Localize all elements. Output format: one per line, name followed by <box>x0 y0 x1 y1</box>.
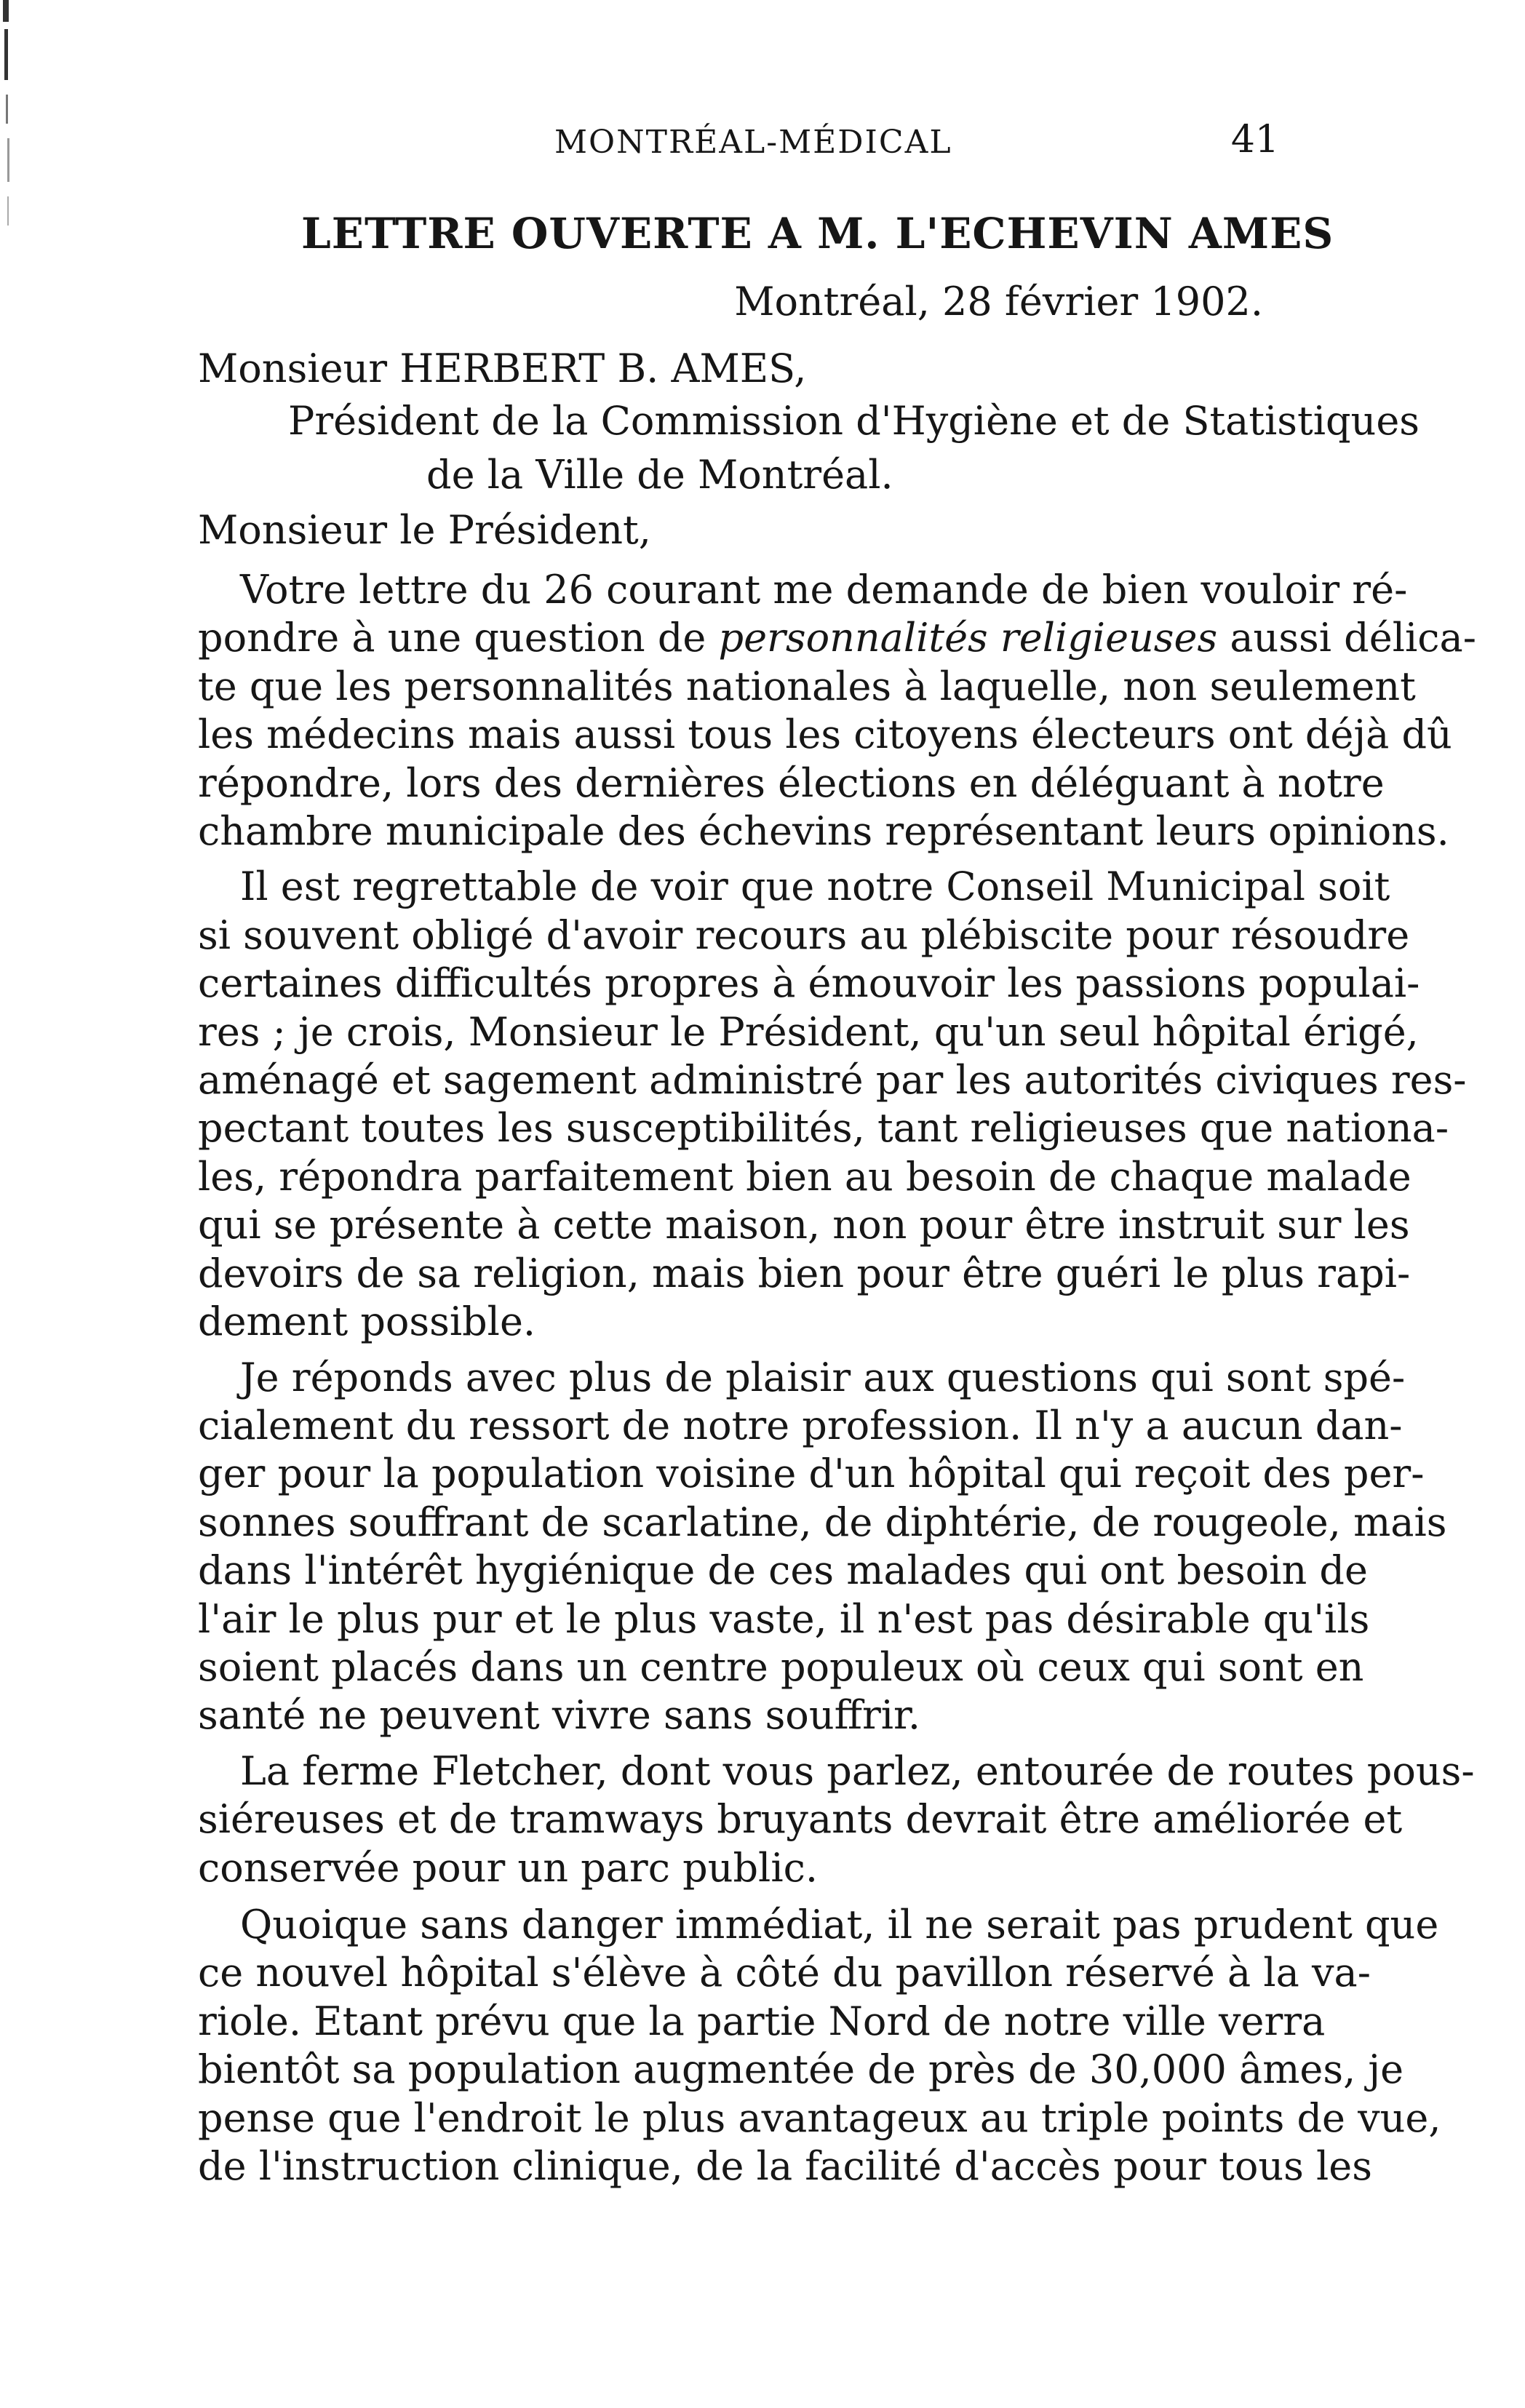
text-line: conservée pour un parc public. <box>198 1844 819 1891</box>
page-number: 41 <box>1230 118 1279 162</box>
text-line: aménagé et sagement administré par les autorités civiques res- <box>198 1057 1467 1104</box>
text-line: riole. Etant prévu que la partie Nord de notre ville verra <box>198 1998 1326 2044</box>
text-line: l'air le plus pur et le plus vaste, il n'est pas désirable qu'ils <box>198 1595 1370 1642</box>
text-line: les, répondra parfaitement bien au besoin de chaque malade <box>198 1153 1411 1200</box>
letter-addressee: Monsieur HERBERT B. AMES, <box>198 346 807 391</box>
text-line: pectant toutes les susceptibilités, tant religieuses que nationa- <box>198 1105 1449 1152</box>
text-line: pense que l'endroit le plus avantageux au triple points de vue, <box>198 2094 1441 2141</box>
text-line: répondre, lors des dernières élections en déléguant à notre <box>198 760 1385 806</box>
letter-body <box>198 566 1476 2190</box>
text-line: pondre à une question de personnalités religieuses aussi délica- <box>198 615 1476 661</box>
paragraph <box>198 1747 1475 1892</box>
text-line: Votre lettre du 26 courant me demande de bien vouloir ré- <box>240 567 1408 613</box>
text-line: chambre municipale des échevins représentant leurs opinions. <box>198 808 1449 855</box>
text-line: sonnes souffrant de scarlatine, de diphtérie, de rougeole, mais <box>198 1499 1447 1545</box>
text-line: te que les personnalités nationales à laquelle, non seulement <box>198 663 1416 709</box>
text-line: qui se présente à cette maison, non pour être instruit sur les <box>198 1202 1410 1248</box>
text-line: Il est regrettable de voir que notre Conseil Municipal soit <box>240 864 1390 910</box>
address-line: Président de la Commission d'Hygiène et de Statistiques <box>288 398 1420 444</box>
margin-scan-artifact <box>7 138 9 182</box>
text-line: santé ne peuvent vivre sans souffrir. <box>198 1692 921 1739</box>
paragraph <box>198 863 1467 1346</box>
text-line: cialement du ressort de notre profession. Il n'y a aucun dan- <box>198 1402 1403 1448</box>
text-line: Je réponds avec plus de plaisir aux questions qui sont spé- <box>240 1354 1406 1400</box>
text-line: Quoique sans danger immédiat, il ne serait pas prudent que <box>240 1901 1439 1947</box>
margin-scan-artifact <box>7 196 9 226</box>
paragraph <box>198 1901 1441 2190</box>
letter-dateline: Montréal, 28 février 1902. <box>734 279 1263 324</box>
text-line: dement possible. <box>198 1299 536 1345</box>
text-line: dans l'intérêt hygiénique de ces malades qui ont besoin de <box>198 1547 1368 1594</box>
text-line: soient placés dans un centre populeux où ceux qui sont en <box>198 1643 1364 1690</box>
text-line: devoirs de sa religion, mais bien pour être guéri le plus rapi- <box>198 1250 1411 1296</box>
margin-scan-artifact <box>4 29 8 80</box>
letter-salutation: Monsieur le Président, <box>198 507 651 553</box>
text-line: de l'instruction clinique, de la facilité d'accès pour tous les <box>198 2143 1372 2189</box>
address-line: de la Ville de Montréal. <box>426 452 893 498</box>
text-line: ger pour la population voisine d'un hôpital qui reçoit des per- <box>198 1451 1425 1497</box>
paragraph <box>198 566 1476 856</box>
italic-phrase: personnalités religieuses <box>718 615 1218 661</box>
letter-title: LETTRE OUVERTE A M. L'ECHEVIN AMES <box>301 209 1334 258</box>
text-line: si souvent obligé d'avoir recours au plébiscite pour résoudre <box>198 912 1410 958</box>
text-line: les médecins mais aussi tous les citoyens électeurs ont déjà dû <box>198 711 1452 758</box>
text-line: La ferme Fletcher, dont vous parlez, entourée de routes pous- <box>240 1747 1475 1794</box>
paragraph <box>198 1354 1447 1740</box>
text-line: res ; je crois, Monsieur le Président, qu'un seul hôpital érigé, <box>198 1008 1419 1055</box>
running-head: MONTRÉAL-MÉDICAL <box>554 124 952 161</box>
margin-scan-artifact <box>3 0 9 22</box>
text-line: siéreuses et de tramways bruyants devrait être améliorée et <box>198 1796 1403 1843</box>
margin-scan-artifact <box>6 95 8 124</box>
text-line: ce nouvel hôpital s'élève à côté du pavillon réservé à la va- <box>198 1950 1371 1996</box>
text-line: bientôt sa population augmentée de près de 30,000 âmes, je <box>198 2046 1404 2093</box>
text-line: certaines difficultés propres à émouvoir les passions populai- <box>198 960 1420 1007</box>
